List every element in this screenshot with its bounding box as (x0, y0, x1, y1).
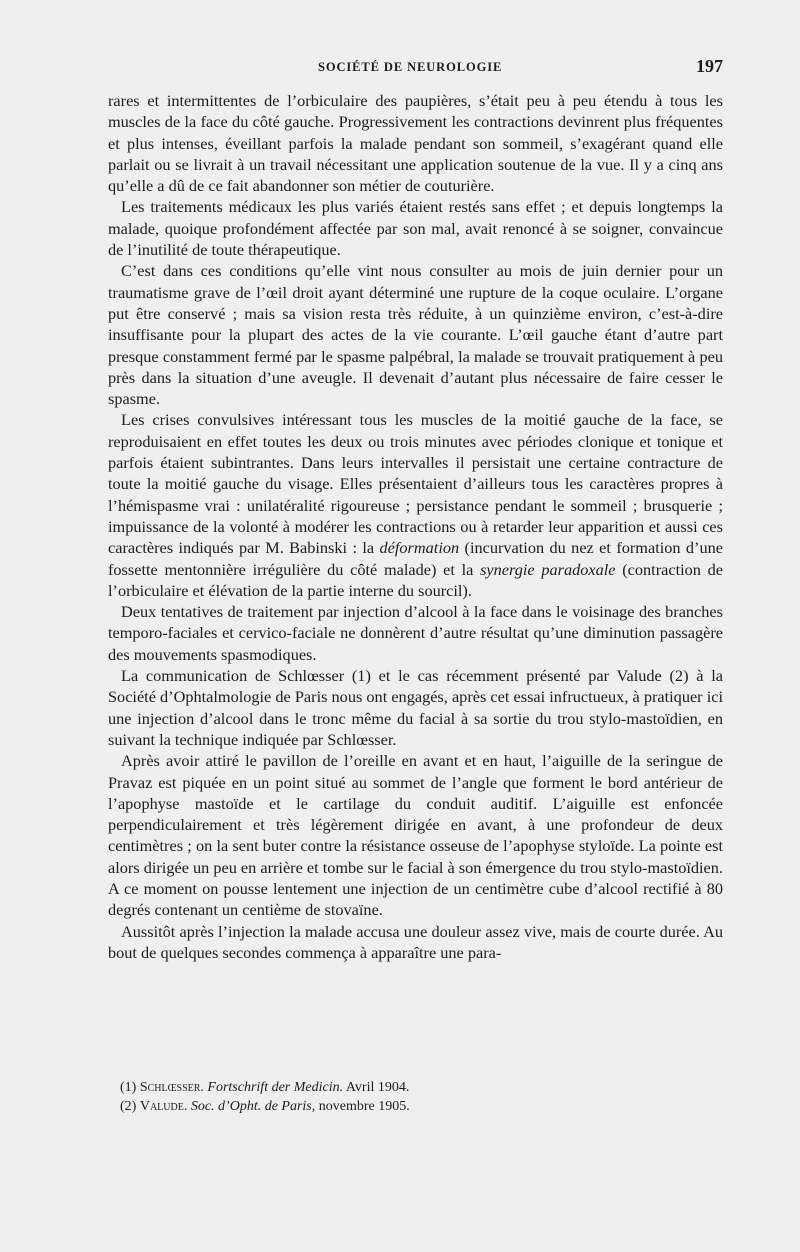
footnote-date: Avril 1904. (345, 1080, 410, 1095)
footnote-number: (2) (120, 1099, 137, 1114)
paragraph (108, 260, 723, 409)
page-number: 197 (696, 56, 723, 76)
footnote (120, 1097, 680, 1116)
page-header (108, 56, 723, 80)
body-text (108, 90, 723, 963)
footnotes (120, 1078, 680, 1116)
footnote (120, 1078, 680, 1097)
paragraph-text: (contraction de l’orbiculaire et élévation de la partie interne du sourcil). (108, 559, 723, 600)
paragraph-text: rares et intermittentes de l’orbiculaire des paupières, s’était peu à peu étendu à tous les muscles de la face du côté gauche. Progressivement les contractions devinrent plus fréquentes et plus intenses, éveillant parfois la malade pendant son sommeil, s’exagérant quand elle parlait ou se livrait à un travail nécessitant une application soutenue de la vue. Il y a cinq ans qu’elle a dû de ce fait abandonner son métier de couturière. (108, 91, 723, 196)
paragraph-text: Aussitôt après l’injection la malade accusa une douleur assez vive, mais de courte durée. Au bout de quelques secondes commença à apparaître une para- (108, 921, 723, 962)
footnote-author: Valude. (139, 1099, 188, 1114)
paragraph-text: La communication de Schlœsser (1) et le cas récemment présenté par Valude (2) à la Société d’Ophtalmologie de Paris nous ont engagés, après cet essai infructueux, à pratiquer ici une injection d’alcool dans le tronc même du facial à sa sortie du trou stylo-mastoïdien, en suivant la technique indiquée par Schlœsser. (108, 666, 723, 749)
footnote-work: Fortschrift der Medicin. (207, 1080, 344, 1095)
paragraph (108, 409, 723, 601)
paragraph (108, 196, 723, 260)
paragraph-text: C’est dans ces conditions qu’elle vint nous consulter au mois de juin dernier pour un traumatisme grave de l’œil droit ayant déterminé une rupture de la coque oculaire. L’organe put être conservé ; mais sa vision resta très réduite, à un quinzième environ, c’est-à-dire insuffisante pour la plupart des actes de la vie courante. L’œil gauche étant d’autre part presque constamment fermé par le spasme palpébral, la malade se trouvait pratiquement à peu près dans la situation d’une aveugle. Il devenait d’autant plus nécessaire de faire cesser le spasme. (108, 261, 723, 409)
paragraph-text: Les crises convulsives intéressant tous les muscles de la moitié gauche de la face, se reproduisaient en effet toutes les deux ou trois minutes avec périodes clonique et tonique et parfois étaient subintrantes. Dans leurs intervalles il persistait une certaine contracture de toute la moitié gauche du visage. Elles présentaient d’ailleurs tous les caractères propres à l’hémispasme vrai : unilatéralité rigoureuse ; persistance pendant le sommeil ; brusquerie ; impuissance de la volonté à modérer les contractions ou à retarder leur apparition et aussi ces caractères indiqués par M. Babinski : la (108, 410, 723, 558)
paragraph-text: Les traitements médicaux les plus variés étaient restés sans effet ; et depuis longtemps la malade, quoique profondément affectée par son mal, avait renoncé à se soigner, convaincue de l’inutilité de toute thérapeutique. (108, 197, 723, 260)
paragraph (108, 665, 723, 750)
footnote-number: (1) (120, 1080, 137, 1095)
paragraph (108, 601, 723, 665)
paragraph (108, 921, 723, 964)
running-head: SOCIÉTÉ DE NEUROLOGIE (318, 60, 503, 74)
paragraph (108, 90, 723, 196)
italic-term: déformation (379, 538, 460, 558)
paragraph-text: Deux tentatives de traitement par injection d’alcool à la face dans le voisinage des branches temporo-faciales et cervico-faciale ne donnèrent d’autre résultat qu’une diminution passagère des mouvements spasmodiques. (108, 602, 723, 664)
paragraph-text: (incurvation du nez et formation d’une fossette mentonnière irrégulière du côté malade) et la (108, 538, 723, 579)
italic-term: synergie paradoxale (480, 559, 616, 579)
footnote-author: Schlœsser. (139, 1080, 204, 1095)
footnote-date: novembre 1905. (318, 1099, 410, 1114)
paragraph (108, 750, 723, 920)
paragraph-text: Après avoir attiré le pavillon de l’oreille en avant et en haut, l’aiguille de la seringue de Pravaz est piquée en un point situé au sommet de l’angle que forment le bord antérieur de l’apophyse mastoïde et le cartilage du conduit auditif. L’aiguille est enfoncée perpendiculairement et très légèrement dirigée en avant, à une profondeur de deux centimètres ; on la sent buter contre la résistance osseuse de l’apophyse styloïde. La pointe est alors dirigée un peu en arrière et tombe sur le facial à son émergence du trou stylo-mastoïdien. A ce moment on pousse lentement une injection de un centimètre cube d’alcool rectifié à 80 degrés contenant un centième de stovaïne. (108, 751, 723, 920)
footnote-work: Soc. d’Opht. de Paris, (190, 1099, 316, 1114)
